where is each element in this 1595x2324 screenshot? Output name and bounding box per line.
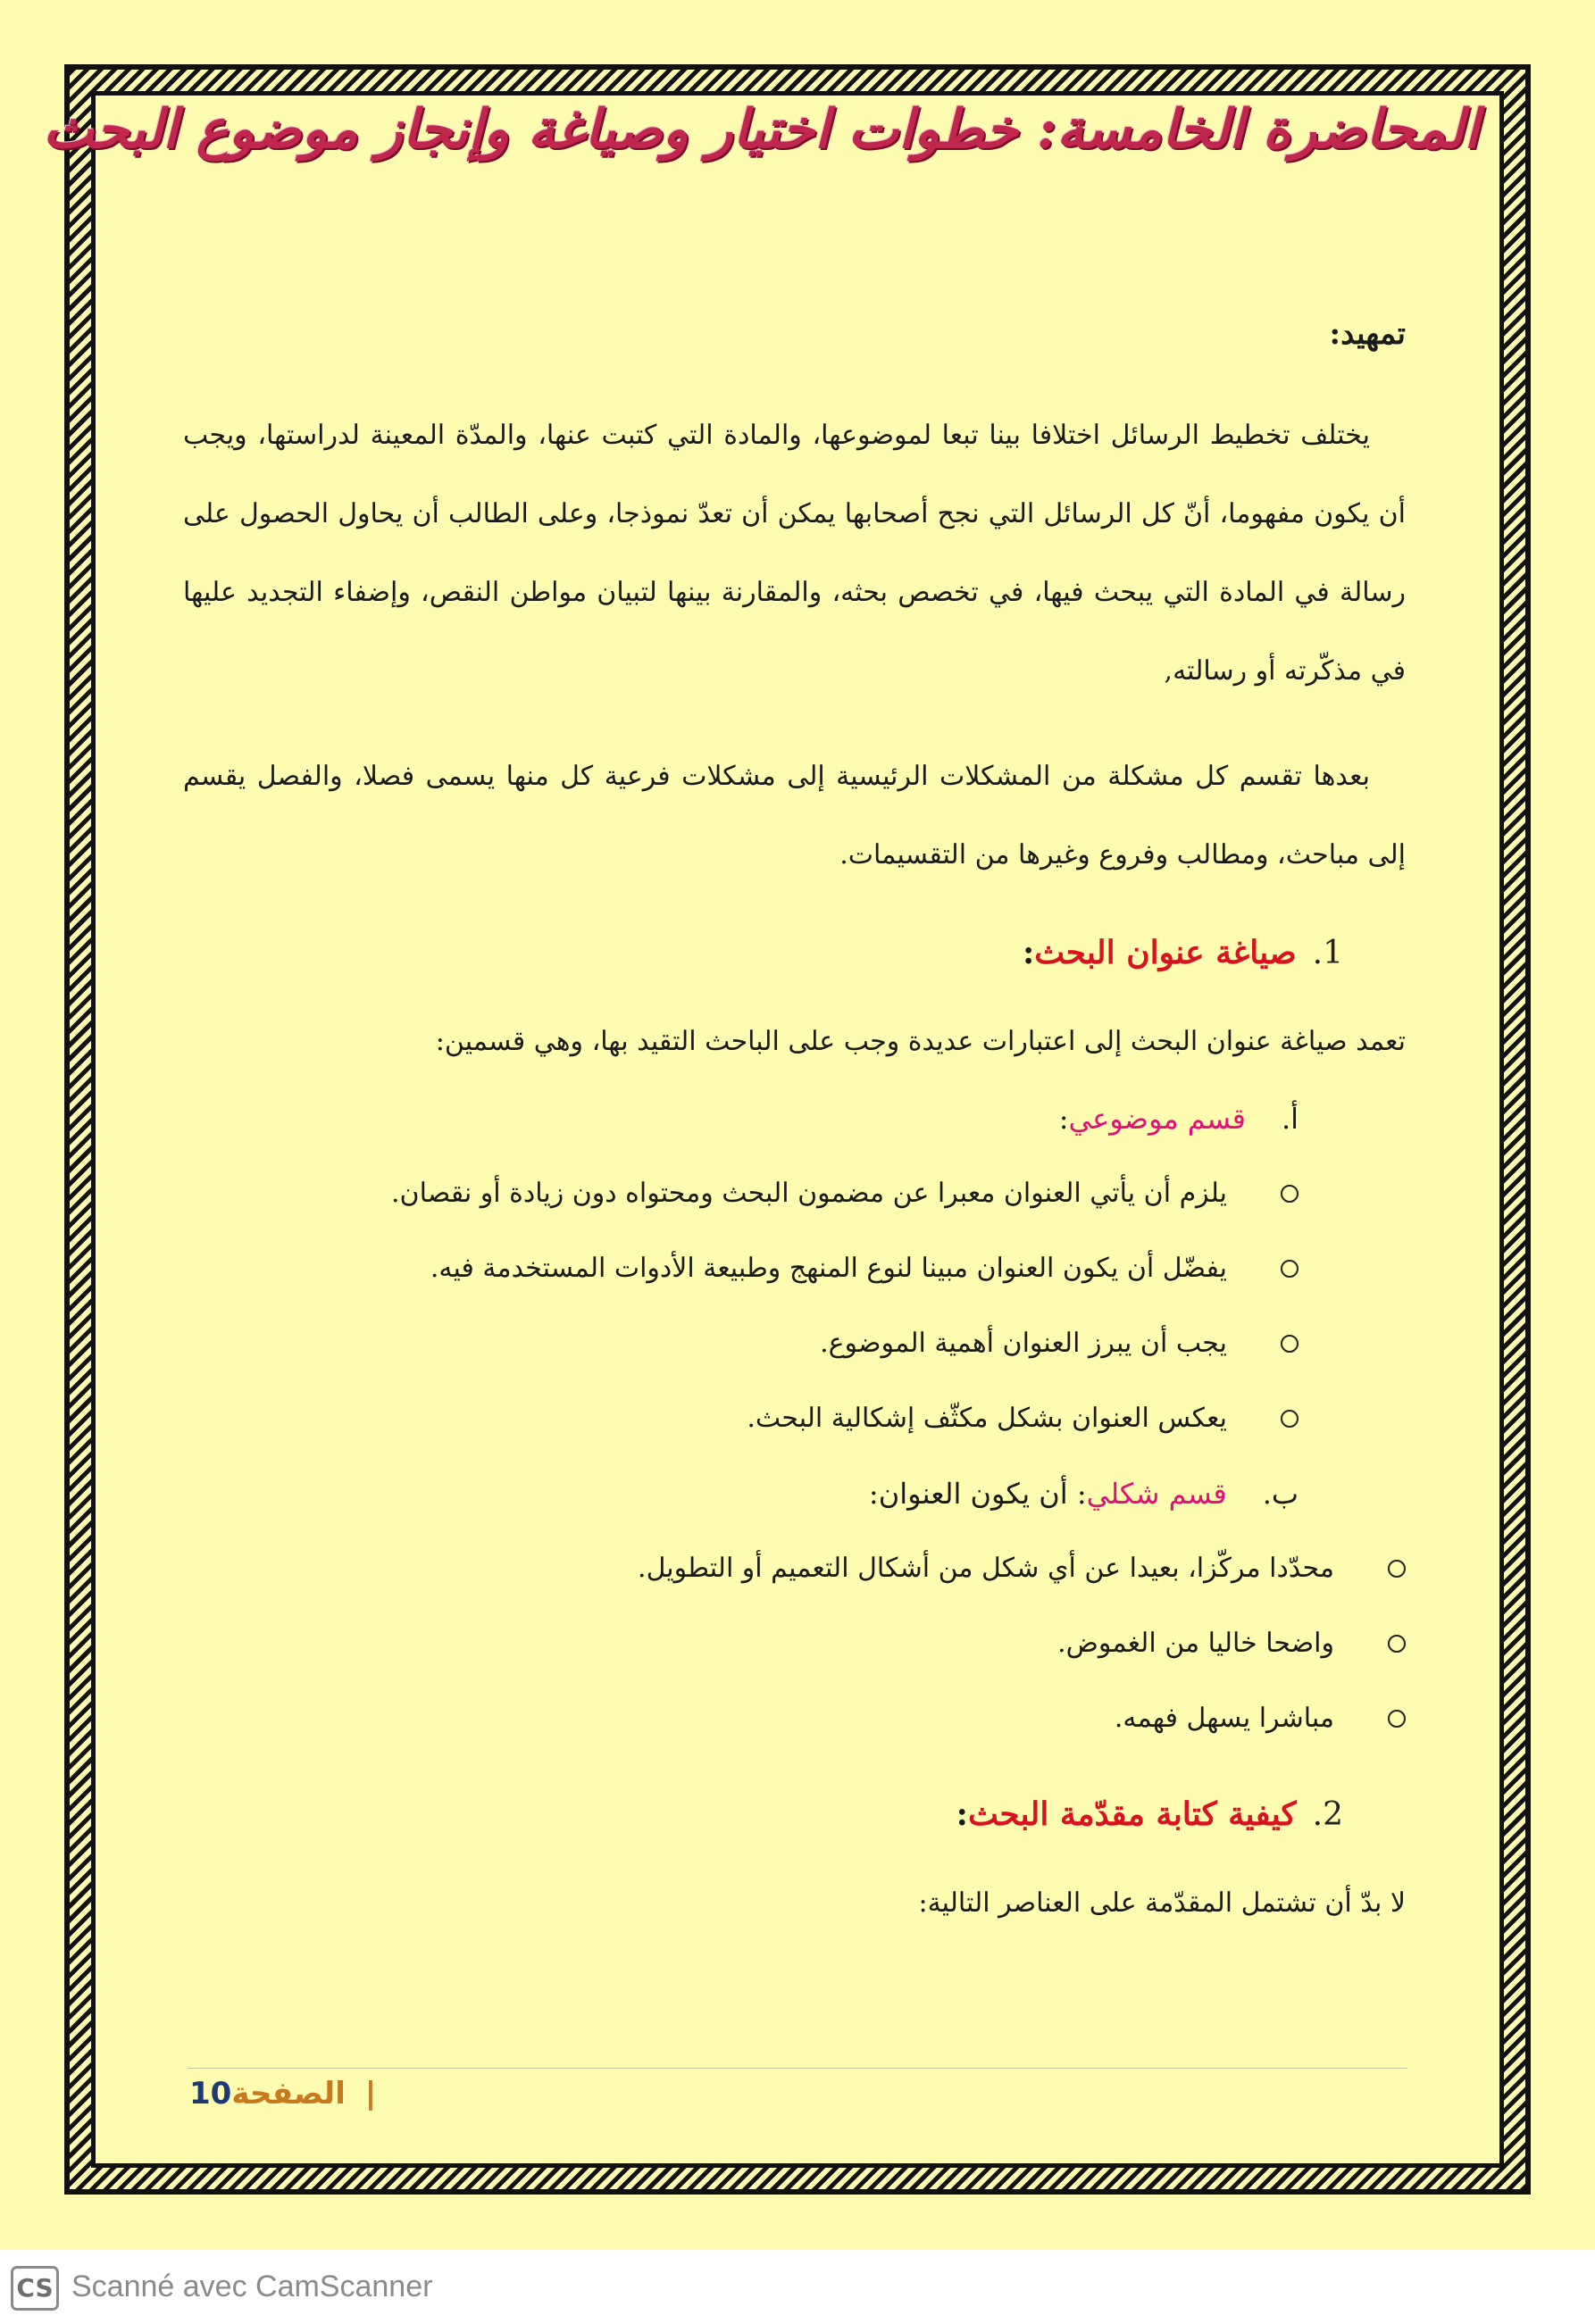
- subsection-b-rest: : أن يكون العنوان:: [868, 1477, 1087, 1511]
- section-1-body: تعمد صياغة عنوان البحث إلى اعتبارات عديدة وجب على الباحث التقيد بها، وهي قسمين:: [435, 1026, 1406, 1057]
- intro-paragraph-1: يختلف تخطيط الرسائل اختلافا بينا تبعا لموضوعها، والمادة التي كتبت عنها، والمدّة المعينة لدراستها، ويجب أن يكون مفهوما، أنّ كل الرسائل التي نجح أصحابها يمكن أن تعدّ نموذجا، وعلى الطالب أن يحاول الحصول على رسالة في المادة التي يبحث فيها، في تخصص بحثه، والمقارنة بينها لتبيان مواطن النقص، وإضفاء التجديد عليها في مذكّرته أو رسالته,: [183, 420, 1406, 687]
- subsection-b-title: قسم شكلي: [1086, 1477, 1227, 1511]
- page-number: 10: [189, 2076, 232, 2112]
- list-item: يجب أن يبرز العنوان أهمية الموضوع.: [183, 1306, 1299, 1381]
- scanner-watermark-bar: [0, 2250, 1595, 2324]
- document-body: [183, 295, 1406, 1943]
- footer-divider: [188, 2068, 1407, 2069]
- footer-separator: |: [364, 2076, 377, 2112]
- section-2-body: لا بدّ أن تشتمل المقدّمة على العناصر التالية:: [918, 1887, 1406, 1919]
- list-item: يلزم أن يأتي العنوان معبرا عن مضمون البحث ومحتواه دون زيادة أو نقصان.: [183, 1156, 1299, 1231]
- subsection-a-list: [183, 1156, 1406, 1456]
- circle-bullet-icon: [1388, 1560, 1406, 1578]
- intro-paragraph-2: بعدها تقسم كل مشكلة من المشكلات الرئيسية إلى مشكلات فرعية كل منها يسمى فصلا، والفصل يقسم إلى مباحث، ومطالب وفروع وغيرها من التقسيمات.: [183, 761, 1406, 870]
- subsection-a-heading: أ.قسم موضوعي:: [1058, 1102, 1299, 1136]
- circle-bullet-icon: [1281, 1260, 1299, 1278]
- list-item: واضحا خاليا من الغموض.: [183, 1606, 1406, 1681]
- subsection-a-title: قسم موضوعي: [1068, 1102, 1246, 1136]
- section-2-heading: 2.كيفية كتابة مقدّمة البحث:: [956, 1795, 1343, 1833]
- list-item: يعكس العنوان بشكل مكثّف إشكالية البحث.: [183, 1381, 1299, 1456]
- subsection-b-letter: ب.: [1262, 1477, 1299, 1511]
- page-title: المحاضرة الخامسة: خطوات اختيار وصياغة وإنجاز موضوع البحث: [43, 98, 1479, 161]
- page-label: الصفحة: [231, 2076, 346, 2112]
- circle-bullet-icon: [1281, 1410, 1299, 1428]
- circle-bullet-icon: [1388, 1710, 1406, 1728]
- section-1-title: صياغة عنوان البحث: [1034, 934, 1297, 971]
- list-item: محدّدا مركّزا، بعيدا عن أي شكل من أشكال التعميم أو التطويل.: [183, 1531, 1406, 1606]
- section-2-number: 2.: [1312, 1796, 1343, 1833]
- subsection-a-letter: أ.: [1281, 1102, 1299, 1136]
- list-item: يفضّل أن يكون العنوان مبينا لنوع المنهج وطبيعة الأدوات المستخدمة فيه.: [183, 1231, 1299, 1306]
- list-item: مباشرا يسهل فهمه.: [183, 1681, 1406, 1756]
- circle-bullet-icon: [1388, 1635, 1406, 1653]
- camscanner-logo-icon: CS: [11, 2266, 59, 2311]
- subsection-b-list: [183, 1531, 1406, 1756]
- section-1-number: 1.: [1312, 935, 1343, 971]
- scanner-text: Scanné avec CamScanner: [71, 2270, 433, 2303]
- subsection-b-heading: [183, 1456, 1406, 1531]
- section-2-title: كيفية كتابة مقدّمة البحث: [967, 1795, 1297, 1833]
- intro-heading: تمهيد:: [1329, 316, 1406, 352]
- circle-bullet-icon: [1281, 1185, 1299, 1203]
- circle-bullet-icon: [1281, 1335, 1299, 1353]
- section-1-heading: 1.صياغة عنوان البحث:: [1022, 934, 1343, 971]
- page-footer: [189, 2076, 376, 2112]
